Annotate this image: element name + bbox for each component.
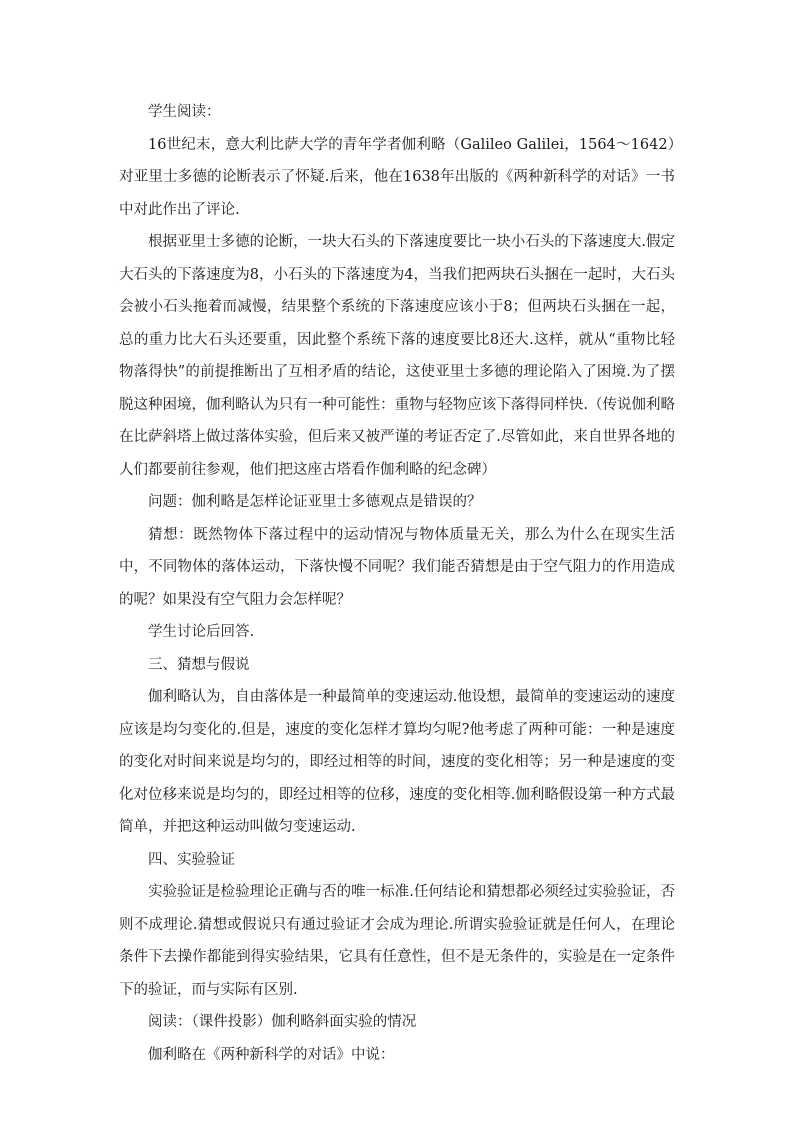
section-heading-experiment: 四、实验验证	[148, 851, 235, 868]
paragraph-experiment: 实验验证是检验理论正确与否的唯一标准.任何结论和猜想都必须经过实验验证，否则不成理论.猜想或假说只有通过验证才会成为理论.所谓实验验证就是任何人，在理论条件下去操作都能到得实验结果，它具有任意性，但不是无条件的，实验是在一定条件下的验证，而与实际有区别.	[119, 884, 675, 998]
document-body	[119, 96, 675, 1071]
paragraph-student-reading-label: 学生阅读：	[148, 104, 221, 120]
paragraph-reading-slide: 阅读：（课件投影）伽利略斜面实验的情况	[148, 1014, 417, 1030]
paragraph-student-discussion: 学生讨论后回答.	[148, 624, 255, 640]
paragraph-aristotle-argument: 根据亚里士多德的论断，一块大石头的下落速度要比一块小石头的下落速度大.假定大石头的下落速度为8，小石头的下落速度为4，当我们把两块石头捆在一起时，大石头会被小石头拖着而减慢，结果整个系统的下落速度应该小于8；但两块石头捆在一起，总的重力比大石头还要重，因此整个系统下落的速度要比8还大.这样，就从“重物比轻物落得快”的前提推断出了互相矛盾的结论，这使亚里士多德的理论陷入了困境.为了摆脱这种困境，伽利略认为只有一种可能性：重物与轻物应该下落得同样快.（传说伽利略在比萨斜塔上做过落体实验，但后来又被严谨的考证否定了.尽管如此，来自世界各地的人们都要前往参观，他们把这座古塔看作伽利略的纪念碑）	[119, 234, 675, 478]
paragraph-galileo-intro: 16世纪末，意大利比萨大学的青年学者伽利略（Galileo Galilei，1564～1642）对亚里士多德的论断表示了怀疑.后来，他在1638年出版的《两种新科学的对话》一书中对此作出了评论.	[119, 136, 675, 218]
paragraph-question: 问题：伽利略是怎样论证亚里士多德观点是错误的？	[148, 494, 482, 510]
paragraph-galileo-quote-intro: 伽利略在《两种新科学的对话》中说：	[148, 1046, 395, 1063]
section-heading-hypothesis: 三、猜想与假说	[148, 656, 250, 673]
paragraph-hypothesis: 伽利略认为，自由落体是一种最简单的变速运动.他设想，最简单的变速运动的速度应该是均匀变化的.但是，速度的变化怎样才算均匀呢?他考虑了两种可能：一种是速度的变化对时间来说是均匀的，即经过相等的时间，速度的变化相等；另一种是速度的变化对位移来说是均匀的，即经过相等的位移，速度的变化相等.伽利略假设第一种方式最简单，并把这种运动叫做匀变速运动.	[119, 689, 675, 835]
paragraph-conjecture: 猜想：既然物体下落过程中的运动情况与物体质量无关，那么为什么在现实生活中，不同物体的落体运动，下落快慢不同呢？我们能否猜想是由于空气阻力的作用造成的呢？如果没有空气阻力会怎样呢？	[119, 526, 675, 608]
